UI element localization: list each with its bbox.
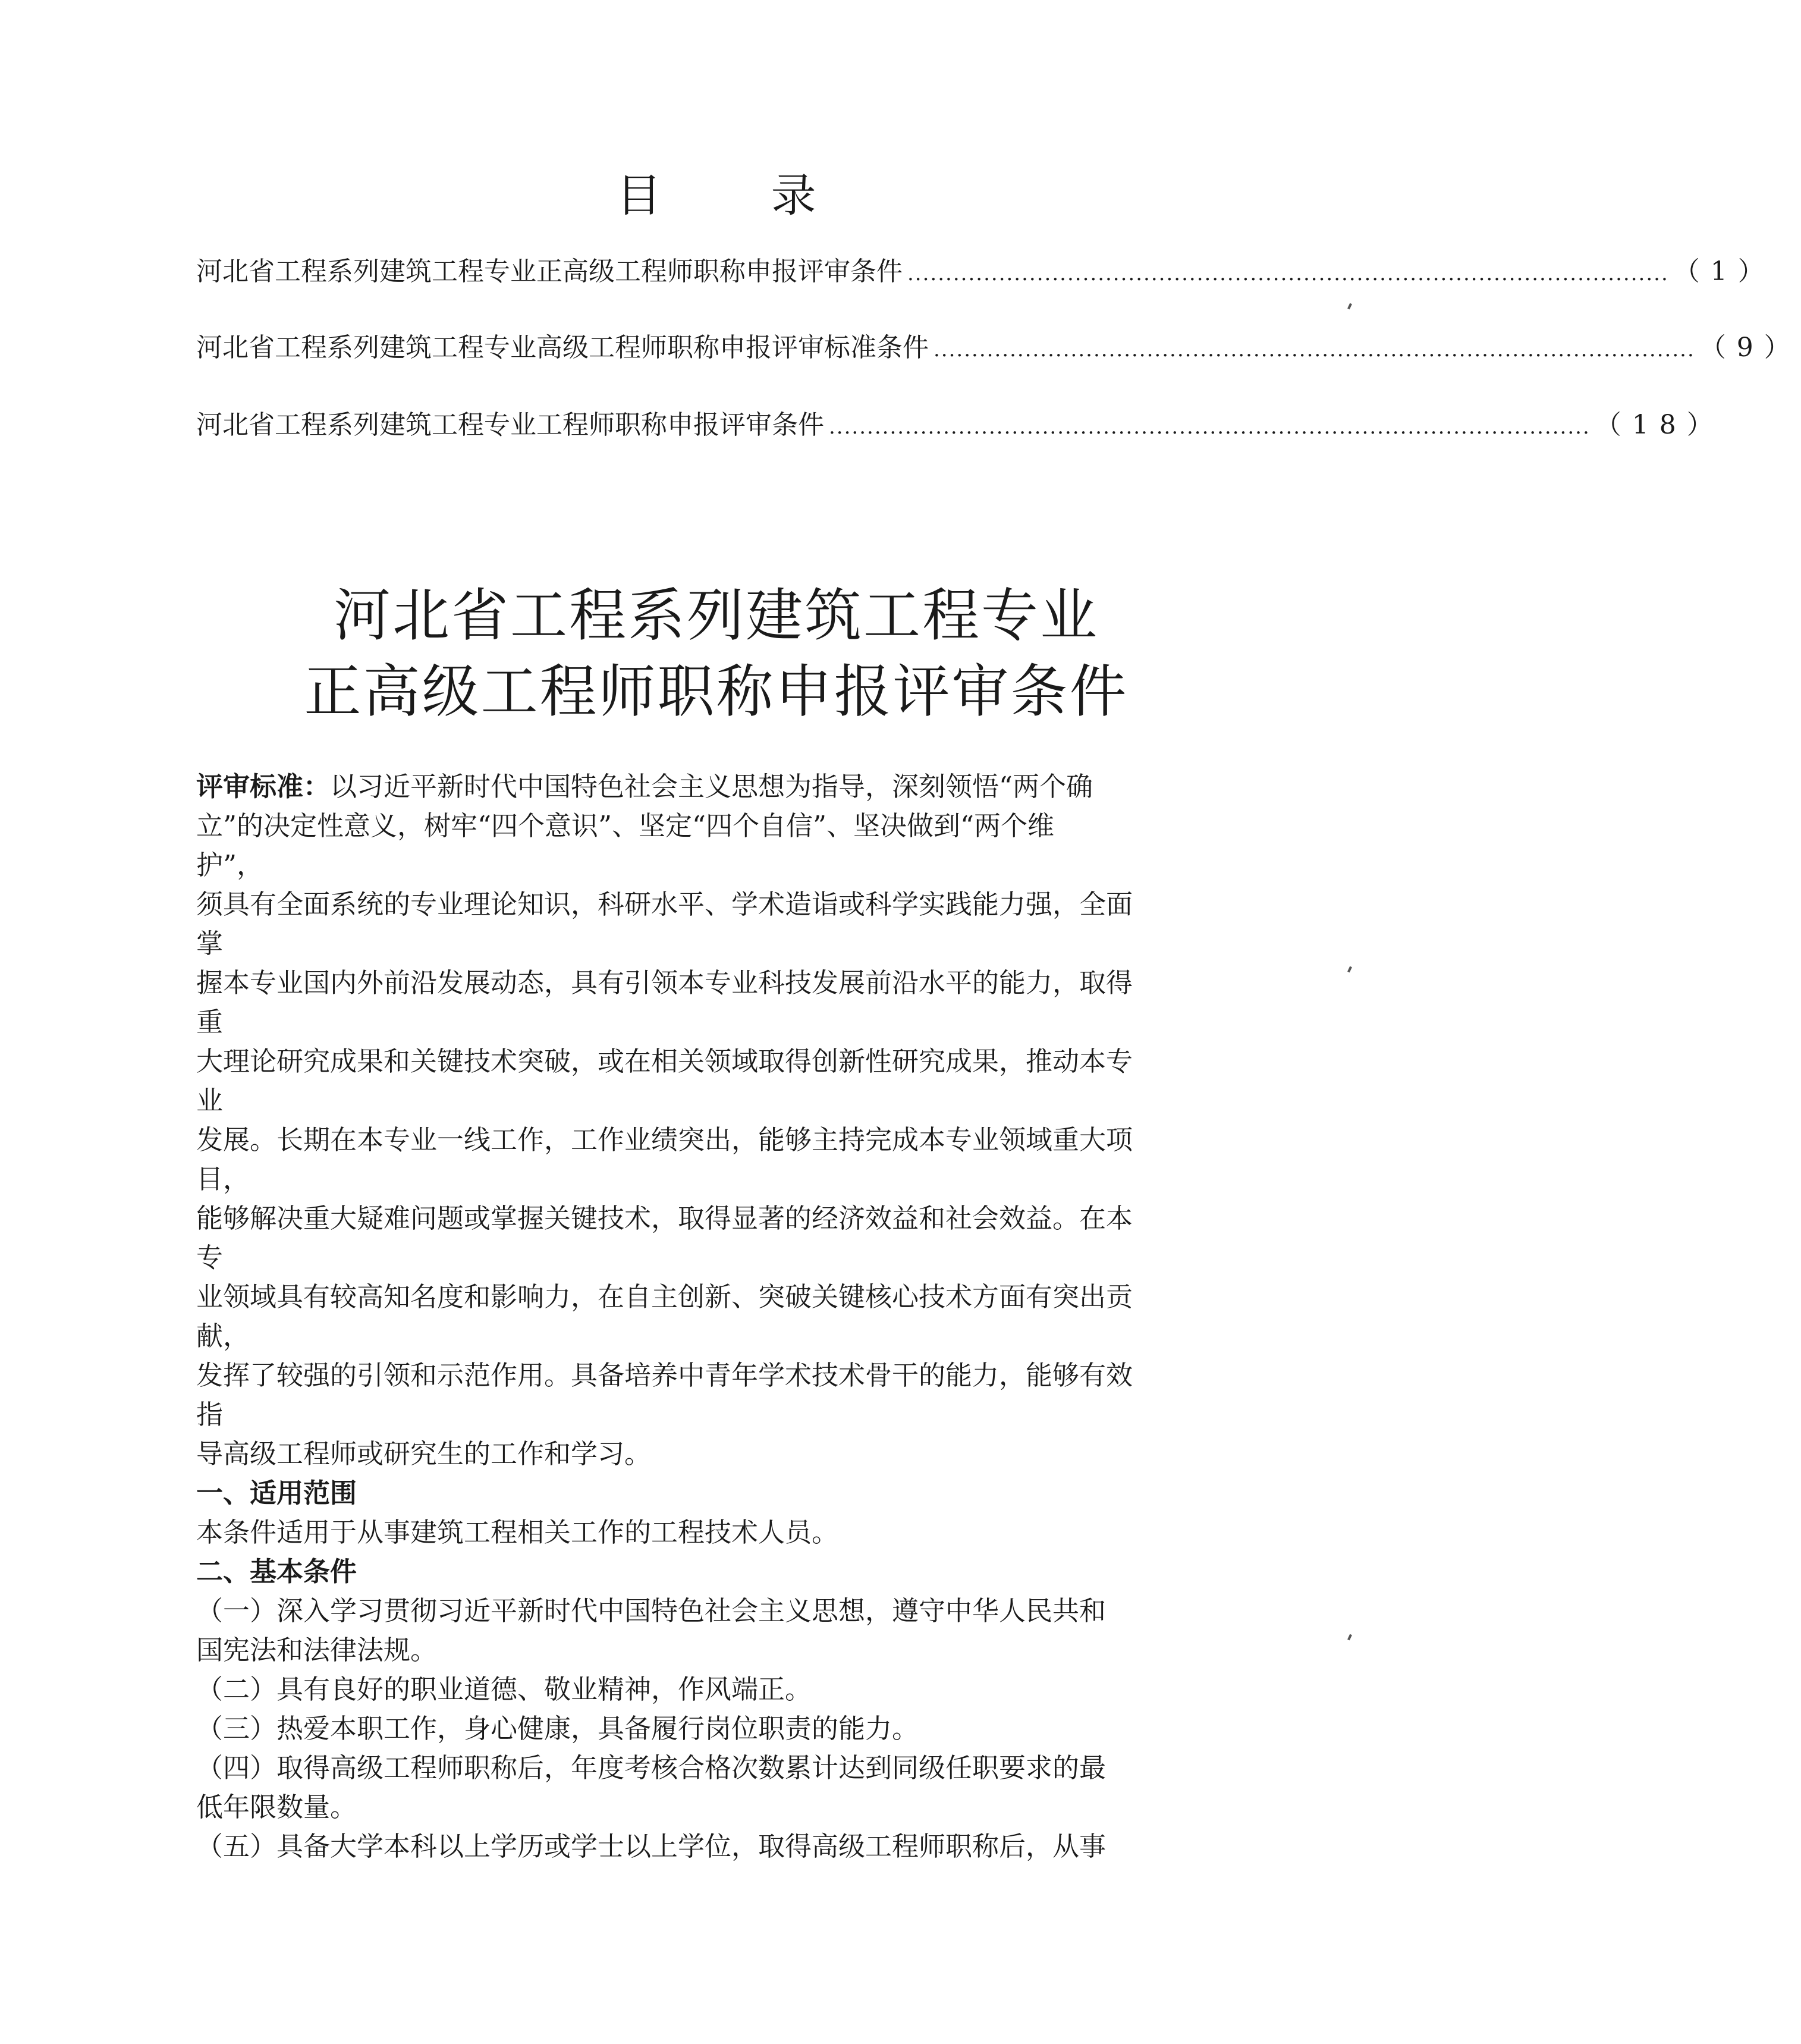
toc-entry-page: （9） (1699, 332, 1801, 363)
section-heading: 二、基本条件 (196, 1556, 357, 1587)
standard-line: 专 (196, 1242, 224, 1273)
scan-speck (1347, 1634, 1352, 1641)
standard-line: 献， (196, 1320, 250, 1352)
standard-line: 发挥了较强的引领和示范作用。具备培养中青年学术技术骨干的能力，能够有效 (196, 1359, 1133, 1391)
toc-entry-title: 河北省工程系列建筑工程专业正高级工程师职称申报评审条件 (196, 256, 903, 287)
section-heading: 一、适用范围 (196, 1477, 357, 1509)
toc-entry[interactable] (196, 326, 1801, 364)
scan-speck (1347, 966, 1352, 973)
standard-line: 能够解决重大疑难问题或掌握关键技术，取得显著的经济效益和社会效益。在本 (196, 1202, 1133, 1234)
standard-line: 指 (196, 1399, 224, 1430)
standard-line: 大理论研究成果和关键技术突破，或在相关领域取得创新性研究成果，推动本专 (196, 1045, 1133, 1077)
toc-entry[interactable] (196, 250, 1775, 288)
main-title-line2: 正高级工程师职称申报评审条件 (304, 658, 1129, 725)
toc-entry-page: （1） (1673, 256, 1775, 287)
toc-leader-dots: .................................................................................................... (933, 338, 1695, 362)
scan-speck (1347, 303, 1352, 310)
toc-entry-page: （18） (1595, 410, 1724, 440)
section-text: 本条件适用于从事建筑工程相关工作的工程技术人员。 (196, 1516, 839, 1548)
condition-line: 国宪法和法律法规。 (196, 1634, 438, 1666)
standard-line: 导高级工程师或研究生的工作和学习。 (196, 1438, 652, 1470)
toc-entry-title: 河北省工程系列建筑工程专业高级工程师职称申报评审标准条件 (196, 332, 929, 363)
standard-line: 重 (196, 1006, 224, 1038)
condition-line: （一）深入学习贯彻习近平新时代中国特色社会主义思想，遵守中华人民共和 (196, 1595, 1107, 1627)
toc-entry[interactable] (196, 403, 1724, 441)
standard-line: 立”的决定性意义，树牢“四个意识”、坚定“四个自信”、坚决做到“两个维 (196, 810, 1055, 842)
standard-line: 掌 (196, 928, 224, 959)
toc-leader-dots: .................................................................................................... (907, 262, 1669, 285)
standard-line: 握本专业国内外前沿发展动态，具有引领本专业科技发展前沿水平的能力，取得 (196, 967, 1133, 999)
standard-line: 业 (196, 1085, 224, 1116)
condition-line: 低年限数量。 (196, 1791, 357, 1823)
standard-label: 评审标准： (196, 771, 331, 802)
standard-line: 业领域具有较高知名度和影响力，在自主创新、突破关键核心技术方面有突出贡 (196, 1281, 1133, 1313)
standard-line: 须具有全面系统的专业理论知识，科研水平、学术造诣或科学实践能力强，全面 (196, 888, 1133, 920)
condition-line: （四）取得高级工程师职称后，年度考核合格次数累计达到同级任职要求的最 (196, 1752, 1107, 1784)
standard-line: 目， (196, 1163, 250, 1195)
standard-line: 评审标准：以习近平新时代中国特色社会主义思想为指导，深刻领悟“两个确 (196, 771, 1093, 802)
standard-line: 护”， (196, 849, 264, 881)
toc-leader-dots: .................................................................................................... (829, 415, 1591, 439)
document-body (196, 767, 1231, 1866)
standard-line: 发展。长期在本专业一线工作，工作业绩突出，能够主持完成本专业领域重大项 (196, 1124, 1133, 1156)
condition-line: （三）热爱本职工作，身心健康，具备履行岗位职责的能力。 (196, 1713, 919, 1744)
toc-entry-title: 河北省工程系列建筑工程专业工程师职称申报评审条件 (196, 410, 824, 440)
toc-title: 目 录 (616, 169, 864, 222)
condition-line: （五）具备大学本科以上学历或学士以上学位，取得高级工程师职称后，从事 (196, 1831, 1107, 1862)
main-title-line1: 河北省工程系列建筑工程专业 (334, 582, 1099, 649)
condition-line: （二）具有良好的职业道德、敬业精神，作风端正。 (196, 1673, 812, 1705)
